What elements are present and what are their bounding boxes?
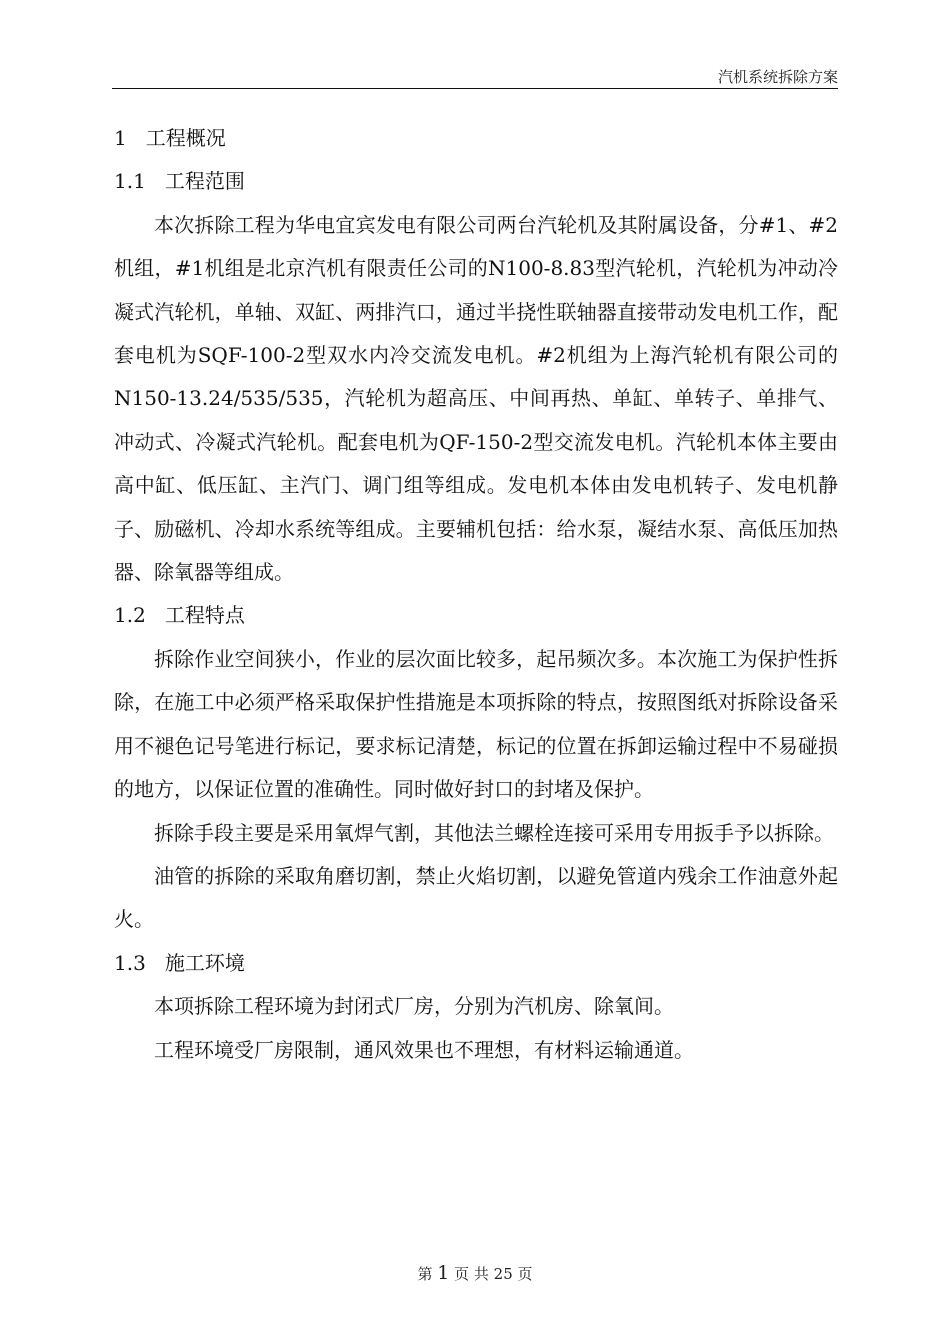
footer-prefix: 第: [417, 1265, 433, 1283]
paragraph: 油管的拆除的采取角磨切割，禁止火焰切割，以避免管道内残余工作油意外起火。: [114, 863, 838, 932]
footer-suffix: 页: [517, 1265, 533, 1283]
running-header: 汽机系统拆除方案: [717, 68, 838, 86]
subsection-heading: 1.2 工程特点: [114, 603, 245, 628]
paragraph: 本次拆除工程为华电宜宾发电有限公司两台汽轮机及其附属设备，分#1、#2机组，#1机组是北京汽机有限责任公司的N100-8.83型汽轮机，汽轮机为冲动冷凝式汽轮机，单轴、双缸、两排汽口，通过半挠性联轴器直接带动发电机工作，配套电机为SQF-100-2型双水内冷交流发电机。#2机组为上海汽轮机有限公司的 N150-13.24/535/535，汽轮机为超高压、中间再热、单缸、单转子、单排气、冲动式、冷凝式汽轮机。配套电机为QF-150-2型交流发电机。汽轮机本体主要由高中缸、低压缸、主汽门、调门组等组成。发电机本体由发电机转子、发电机静子、励磁机、冷却水系统等组成。主要辅机包括：给水泵，凝结水泵、高低压加热器、除氧器等组成。: [114, 212, 838, 585]
paragraph: 拆除作业空间狭小，作业的层次面比较多，起吊频次多。本次施工为保护性拆除，在施工中必须严格采取保护性措施是本项拆除的特点，按照图纸对拆除设备采用不褪色记号笔进行标记，要求标记清楚，标记的位置在拆卸运输过程中不易碰损的地方，以保证位置的准确性。同时做好封口的封堵及保护。: [114, 646, 838, 802]
paragraph: 本项拆除工程环境为封闭式厂房，分别为汽机房、除氧间。: [154, 994, 674, 1019]
subsection-heading: 1.1 工程范围: [114, 169, 245, 194]
page-footer: [0, 1262, 950, 1284]
subsection-heading: 1.3 施工环境: [114, 950, 245, 975]
header-rule: [112, 88, 838, 89]
footer-middle: 页 共: [454, 1265, 489, 1283]
page-number: 1: [437, 1262, 450, 1284]
document-body: [114, 117, 838, 1072]
paragraph: 拆除手段主要是采用氧焊气割，其他法兰螺栓连接可采用专用扳手予以拆除。: [154, 820, 834, 845]
section-heading: 1 工程概况: [114, 126, 226, 150]
paragraph: 工程环境受厂房限制，通风效果也不理想，有材料运输通道。: [154, 1037, 694, 1062]
total-pages: 25: [493, 1265, 513, 1283]
